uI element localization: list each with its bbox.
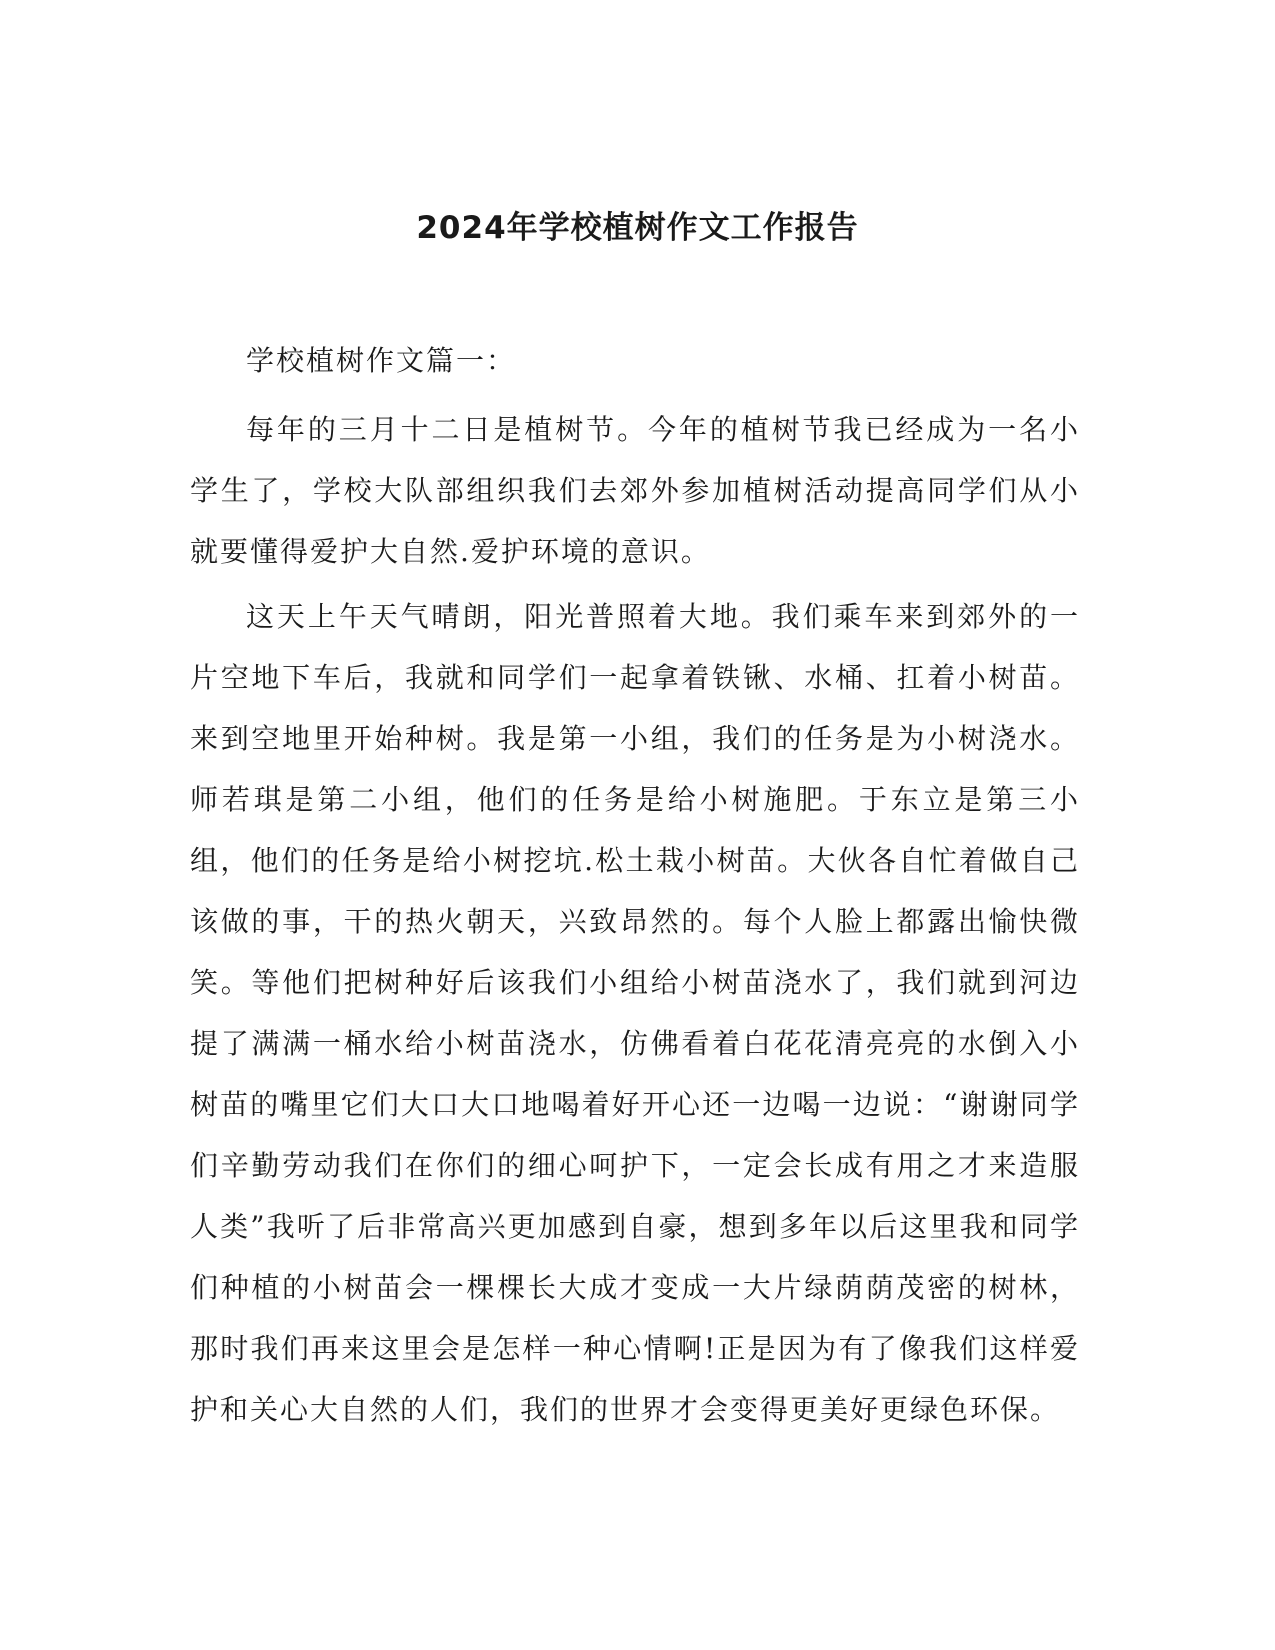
body-paragraph: 这天上午天气晴朗，阳光普照着大地。我们乘车来到郊外的一片空地下车后，我就和同学们一起拿着铁锹、水桶、扛着小树苗。来到空地里开始种树。我是第一小组，我们的任务是为小树浇水。师若琪是第二小组，他们的任务是给小树施肥。于东立是第三小组，他们的任务是给小树挖坑.松土栽小树苗。大伙各自忙着做自己该做的事，干的热火朝天，兴致昂然的。每个人脸上都露出愉快微笑。等他们把树种好后该我们小组给小树苗浇水了，我们就到河边提了满满一桶水给小树苗浇水，仿佛看着白花花清亮亮的水倒入小树苗的嘴里它们大口大口地喝着好开心还一边喝一边说：“谢谢同学们辛勤劳动我们在你们的细心呵护下，一定会长成有用之才来造服人类”我听了后非常高兴更加感到自豪，想到多年以后这里我和同学们种植的小树苗会一棵棵长大成才变成一大片绿荫荫茂密的树林，那时我们再来这里会是怎样一种心情啊!正是因为有了像我们这样爱护和关心大自然的人们，我们的世界才会变得更美好更绿色环保。: [190, 600, 1080, 1426]
document-title: 2024年学校植树作文工作报告: [416, 210, 859, 246]
section-heading: 学校植树作文篇一：: [246, 344, 517, 377]
body-paragraph: 每年的三月十二日是植树节。今年的植树节我已经成为一名小学生了，学校大队部组织我们去郊外参加植树活动提高同学们从小就要懂得爱护大自然.爱护环境的意识。: [190, 413, 1080, 568]
document-body: [190, 330, 1080, 1440]
